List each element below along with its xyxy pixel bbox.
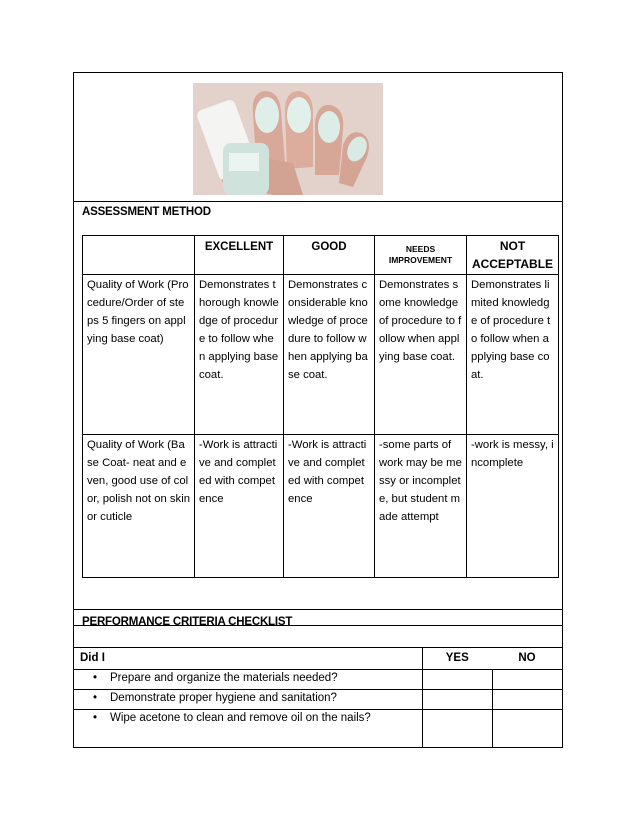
checklist-row: [74, 670, 562, 690]
nail-polish-photo: [193, 83, 383, 195]
header-not-acceptable: NOT ACCEPTABLE: [467, 236, 559, 275]
bullet: •: [92, 672, 98, 684]
cell-excellent: -Work is attractive and completed with competence: [195, 435, 284, 578]
header-good: GOOD: [284, 236, 375, 275]
performance-checklist-table: [74, 647, 562, 748]
checklist-item: [74, 710, 422, 748]
checklist-item: [74, 670, 422, 690]
checklist-row: [74, 710, 562, 748]
did-i-label: Did I: [74, 648, 422, 670]
rubric-header-row: [83, 236, 559, 275]
checklist-row: [74, 690, 562, 710]
checklist-item: [74, 690, 422, 710]
yes-cell[interactable]: [422, 690, 492, 710]
cell-needs-improvement: -some parts of work may be messy or incomplete, but student made attempt: [375, 435, 467, 578]
header-needs-improvement: NEEDS IMPROVEMENT: [375, 236, 467, 275]
no-cell[interactable]: [492, 670, 562, 690]
divider: [74, 201, 562, 202]
no-cell[interactable]: [492, 710, 562, 748]
rubric-row-procedure: [83, 275, 559, 435]
checklist-title: PERFORMANCE CRITERIA CHECKLIST: [82, 616, 293, 628]
rubric-header-blank: [83, 236, 195, 275]
divider: [74, 625, 562, 626]
checklist-header-row: [74, 648, 562, 670]
rubric-row-base-coat: [83, 435, 559, 578]
cell-not-acceptable: Demonstrates limited knowledge of procedure to follow when applying base coat.: [467, 275, 559, 435]
no-cell[interactable]: [492, 690, 562, 710]
yes-cell[interactable]: [422, 710, 492, 748]
checklist-item-text: Prepare and organize the materials needed?: [110, 672, 338, 684]
cell-good: -Work is attractive and completed with competence: [284, 435, 375, 578]
divider: [74, 609, 562, 610]
header-excellent: EXCELLENT: [195, 236, 284, 275]
cell-good: Demonstrates considerable knowledge of procedure to follow when applying base coat.: [284, 275, 375, 435]
no-header: NO: [492, 648, 562, 670]
bullet: •: [92, 712, 98, 724]
checklist-item-text: Wipe acetone to clean and remove oil on the nails?: [110, 712, 371, 724]
cell-excellent: Demonstrates thorough knowledge of procedure to follow when applying base coat.: [195, 275, 284, 435]
hand-with-polish-image: [193, 83, 383, 195]
bullet: •: [92, 692, 98, 704]
assessment-rubric-table: [82, 235, 559, 578]
criterion-procedure: Quality of Work (Procedure/Order of steps 5 fingers on applying base coat): [83, 275, 195, 435]
assessment-title: ASSESSMENT METHOD: [82, 206, 211, 218]
cell-not-acceptable: -work is messy, incomplete: [467, 435, 559, 578]
document-frame: [73, 72, 563, 748]
cell-needs-improvement: Demonstrates some knowledge of procedure to follow when applying base coat.: [375, 275, 467, 435]
checklist-item-text: Demonstrate proper hygiene and sanitation?: [110, 692, 337, 704]
yes-header: YES: [422, 648, 492, 670]
yes-cell[interactable]: [422, 670, 492, 690]
criterion-base-coat: Quality of Work (Base Coat- neat and even, good use of color, polish not on skin or cuticle: [83, 435, 195, 578]
